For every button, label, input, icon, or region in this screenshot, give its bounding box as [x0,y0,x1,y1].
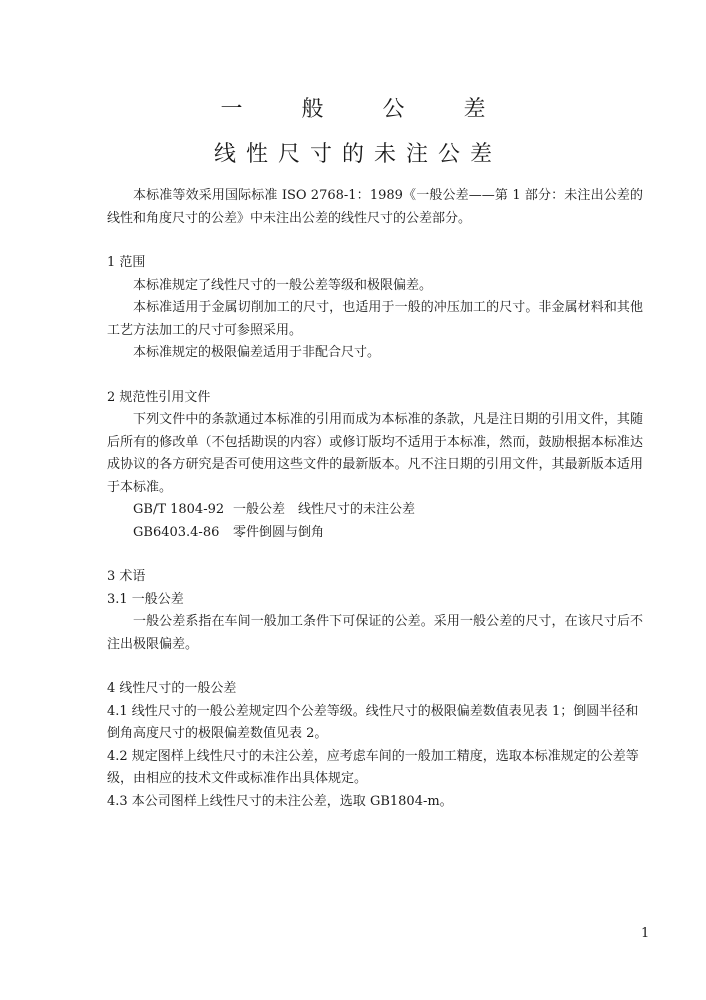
terms-paragraph: 一般公差系指在车间一般加工条件下可保证的公差。采用一般公差的尺寸，在该尺寸后不注出极限偏差。 [107,614,643,652]
reference-title: 一般公差 线性尺寸的未注公差 [233,502,416,517]
scope-paragraph: 本标准适用于金属切削加工的尺寸，也适用于一般的冲压加工的尺寸。非金属材料和其他工艺方法加工的尺寸可参照采用。 [107,300,643,338]
document-body [107,185,643,813]
subsection-heading: 3.1 一般公差 [107,591,184,607]
clause-item: 4.2 规定图样上线性尺寸的未注公差，应考虑车间的一般加工精度，选取本标准规定的公差等级，由相应的技术文件或标准作出具体规定。 [107,748,639,786]
scope-paragraph: 本标准规定的极限偏差适用于非配合尺寸。 [133,345,381,360]
document-title: 一 般 公 差 [220,97,512,122]
section-heading-references: 2 规范性引用文件 [107,389,211,405]
document-subtitle: 线性尺寸的未注公差 [213,142,502,167]
reference-item [107,522,643,545]
intro-paragraph: 本标准等效采用国际标准 ISO 2768-1：1989《一般公差——第 1 部分：未注出公差的线性和角度尺寸的公差》中未注出公差的线性尺寸的公差部分。 [107,188,643,226]
reference-code: GB/T 1804-92 [133,502,225,517]
reference-code: GB6403.4-86 [133,524,220,540]
reference-title: 零件倒圆与倒角 [233,524,325,540]
clause-item: 4.3 本公司图样上线性尺寸的未注公差，选取 GB1804-m。 [107,793,453,809]
section-heading-terms: 3 术语 [107,569,146,584]
references-paragraph: 下列文件中的条款通过本标准的引用而成为本标准的条款，凡是注日期的引用文件，其随后所有的修改单（不包括勘误的内容）或修订版均不适用于本标准，然而，鼓励根据本标准达成协议的各方研究是否可使用这些文件的最新版本。凡不注日期的引用文件，其最新版本适用于本标准。 [107,412,643,495]
reference-item [107,499,643,522]
section-heading-tolerances: 4 线性尺寸的一般公差 [107,681,237,696]
page-number: 1 [641,926,650,941]
section-heading-scope: 1 范围 [107,255,146,270]
scope-paragraph: 本标准规定了线性尺寸的一般公差等级和极限偏差。 [133,277,433,293]
clause-item: 4.1 线性尺寸的一般公差规定四个公差等级。线性尺寸的极限偏差数值表见表 1；倒圆半径和倒角高度尺寸的极限偏差数值见表 2。 [107,703,639,741]
